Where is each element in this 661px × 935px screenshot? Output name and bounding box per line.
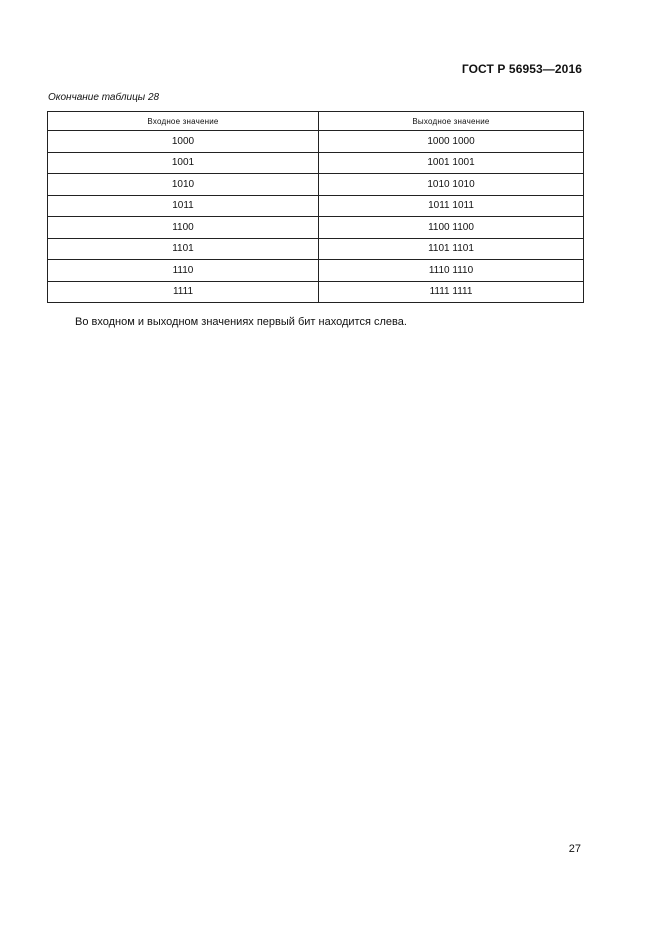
input-value-cell: 1000 — [48, 131, 319, 153]
table-row — [48, 281, 584, 303]
input-value-cell: 1111 — [48, 281, 319, 303]
table-row — [48, 195, 584, 217]
table-header-row — [48, 112, 584, 131]
output-value-cell: 1101 1101 — [319, 238, 584, 260]
data-table — [47, 111, 584, 303]
input-value-cell: 1011 — [48, 195, 319, 217]
output-value-cell: 1000 1000 — [319, 131, 584, 153]
column-header-input: Входное значение — [48, 112, 319, 131]
table-caption: Окончание таблицы 28 — [48, 92, 160, 103]
output-value-cell: 1010 1010 — [319, 174, 584, 196]
input-value-cell: 1010 — [48, 174, 319, 196]
table-row — [48, 238, 584, 260]
output-value-cell: 1001 1001 — [319, 152, 584, 174]
table-row — [48, 152, 584, 174]
table-row — [48, 174, 584, 196]
input-value-cell: 1100 — [48, 217, 319, 239]
output-value-cell: 1110 1110 — [319, 260, 584, 282]
column-header-output: Выходное значение — [319, 112, 584, 131]
table-row — [48, 260, 584, 282]
output-value-cell: 1011 1011 — [319, 195, 584, 217]
table-row — [48, 131, 584, 153]
page-number: 27 — [568, 843, 581, 855]
table-row — [48, 217, 584, 239]
output-value-cell: 1111 1111 — [319, 281, 584, 303]
output-value-cell: 1100 1100 — [319, 217, 584, 239]
input-value-cell: 1101 — [48, 238, 319, 260]
document-code: ГОСТ Р 56953—2016 — [461, 62, 582, 76]
input-value-cell: 1110 — [48, 260, 319, 282]
table-note: Во входном и выходном значениях первый бит находится слева. — [75, 316, 407, 328]
input-value-cell: 1001 — [48, 152, 319, 174]
